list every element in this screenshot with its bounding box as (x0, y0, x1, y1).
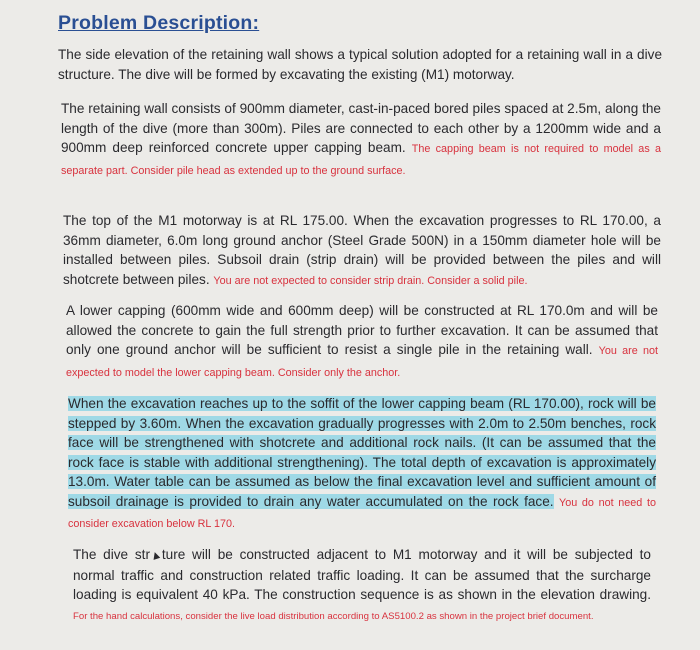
paragraph-anchor (63, 211, 661, 291)
paragraph-anchor-text: The top of the M1 motorway is at RL 175.00. When the excavation progresses to RL 170.00, a 36mm diameter, 6.0m long ground anchor (Steel Grade 500N) in a 150mm diameter hole will be installed between piles. Subsoil drain (strip drain) will be provided between the piles and will shotcrete between piles. (63, 213, 661, 287)
paragraph-excavation-note: You do not need to consider excavation below RL 170. (68, 496, 656, 530)
paragraph-piles-text: The retaining wall consists of 900mm diameter, cast-in-paced bored piles spaced at 2.5m, along the length of the dive (more than 300m). Piles are connected to each other by a 1200mm wide and a 900mm deep reinforced concrete upper capping beam. (61, 101, 661, 155)
paragraph-lower-capping-text: A lower capping (600mm wide and 600mm deep) will be constructed at RL 170.0m and will be allowed the concrete to gain the full strength prior to further excavation. It can be assumed that only one ground anchor will be sufficient to resist a single pile in the retaining wall. (66, 303, 658, 357)
mouse-cursor-icon: ▲ (147, 546, 164, 564)
paragraph-excavation-highlighted-text: When the excavation reaches up to the soffit of the lower capping beam (RL 170.00), rock will be stepped by 3.60m. When the excavation gradually progresses with 2.0m to 2.50m benches, rock face will be strengthened with shotcrete and additional rock nails. (It can be assumed that the rock face is stable with additional strengthening). The total depth of excavation is approximately 13.0m. Water table can be assumed as below the final excavation level and sufficient amount of subsoil drainage is provided to drain any water accumulated on the rock face. (68, 396, 656, 509)
paragraph-piles-note: The capping beam is not required to model as a separate part. Consider pile head as extended up to the ground surface. (61, 143, 662, 177)
paragraph-excavation (68, 394, 656, 535)
paragraph-intro-text: The side elevation of the retaining wall shows a typical solution adopted for a retaining wall in a dive structure. The dive will be formed by excavating the existing (M1) motorway. (58, 47, 662, 82)
paragraph-intro (58, 45, 662, 84)
paragraph-loading-text-start: The dive str (73, 547, 150, 562)
paragraph-loading-note: For the hand calculations, consider the live load distribution according to AS5100.2 as shown in the project brief document. (73, 610, 594, 622)
paragraph-lower-capping-note: You are not expected to model the lower capping beam. Consider only the anchor. (66, 345, 658, 379)
paragraph-loading (73, 545, 651, 626)
paragraph-piles (61, 99, 661, 181)
paragraph-loading-text-end: ture will be constructed adjacent to M1 motorway and it will be subjected to normal traffic and construction related traffic loading. It can be assumed that the surcharge loading is equivalent 40 kPa. The construction sequence is as shown in the elevation drawing. (73, 547, 651, 602)
paragraph-anchor-note: You are not expected to consider strip drain. Consider a solid pile. (213, 274, 528, 287)
paragraph-lower-capping (66, 301, 658, 383)
page-title: Problem Description: (58, 12, 260, 34)
